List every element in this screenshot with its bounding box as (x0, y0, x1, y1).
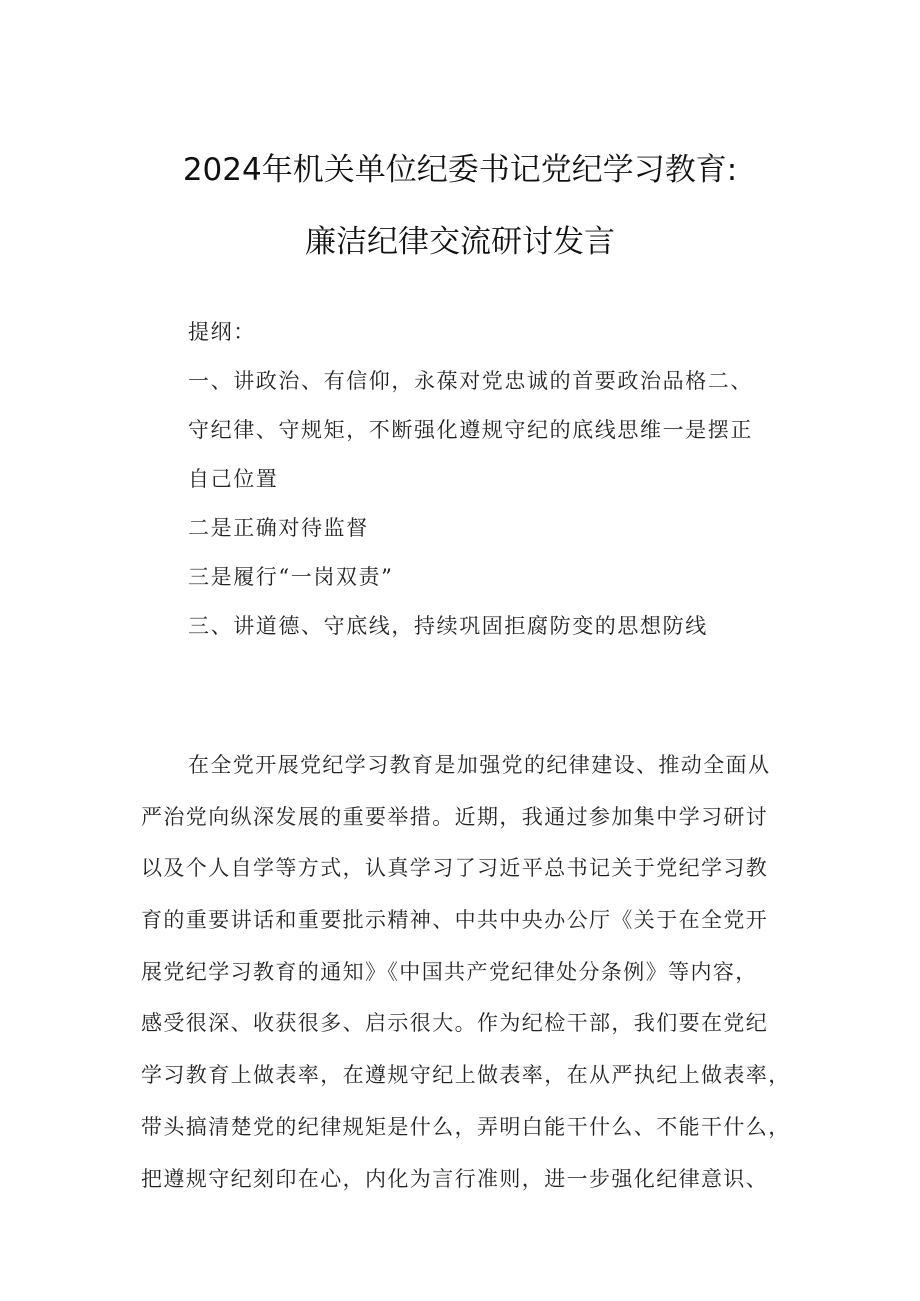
outline-line: 二是正确对待监督 (188, 516, 369, 540)
outline-line: 自己位置 (188, 467, 279, 491)
body-line: 带头搞清楚党的纪律规矩是什么，弄明白能干什么、不能干什么， (141, 1114, 791, 1139)
outline-heading: 提纲： (188, 320, 256, 344)
body-line: 学习教育上做表率，在遵规守纪上做表率，在从严执纪上做表率， (141, 1063, 791, 1088)
outline-line: 三、讲道德、守底线，持续巩固拒腐防变的思想防线 (188, 614, 708, 638)
document-title-line-2: 廉洁纪律交流研讨发言 (305, 224, 615, 260)
body-line: 严治党向纵深发展的重要举措。近期，我通过参加集中学习研讨 (141, 804, 769, 829)
body-line: 以及个人自学等方式，认真学习了习近平总书记关于党纪学习教 (141, 856, 769, 881)
body-line: 感受很深、收获很多、启示很大。作为纪检干部，我们要在党纪 (141, 1011, 769, 1036)
outline-line: 三是履行“一岗双责” (188, 565, 394, 589)
body-line: 展党纪学习教育的通知》《中国共产党纪律处分条例》等内容， (141, 959, 758, 984)
document-title-line-1: 2024年机关单位纪委书记党纪学习教育: (182, 152, 738, 188)
body-line: 在全党开展党纪学习教育是加强党的纪律建设、推动全面从 (188, 753, 771, 777)
body-paragraph (141, 740, 791, 1205)
outline-section (188, 308, 788, 651)
body-line: 把遵规守纪刻印在心，内化为言行准则，进一步强化纪律意识、 (141, 1166, 769, 1191)
outline-line: 一、讲政治、有信仰，永葆对党忠诚的首要政治品格二、 (188, 369, 753, 393)
body-line: 育的重要讲话和重要批示精神、中共中央办公厅《关于在全党开 (141, 908, 769, 933)
outline-line: 守纪律、守规矩，不断强化遵规守纪的底线思维一是摆正 (188, 418, 753, 442)
